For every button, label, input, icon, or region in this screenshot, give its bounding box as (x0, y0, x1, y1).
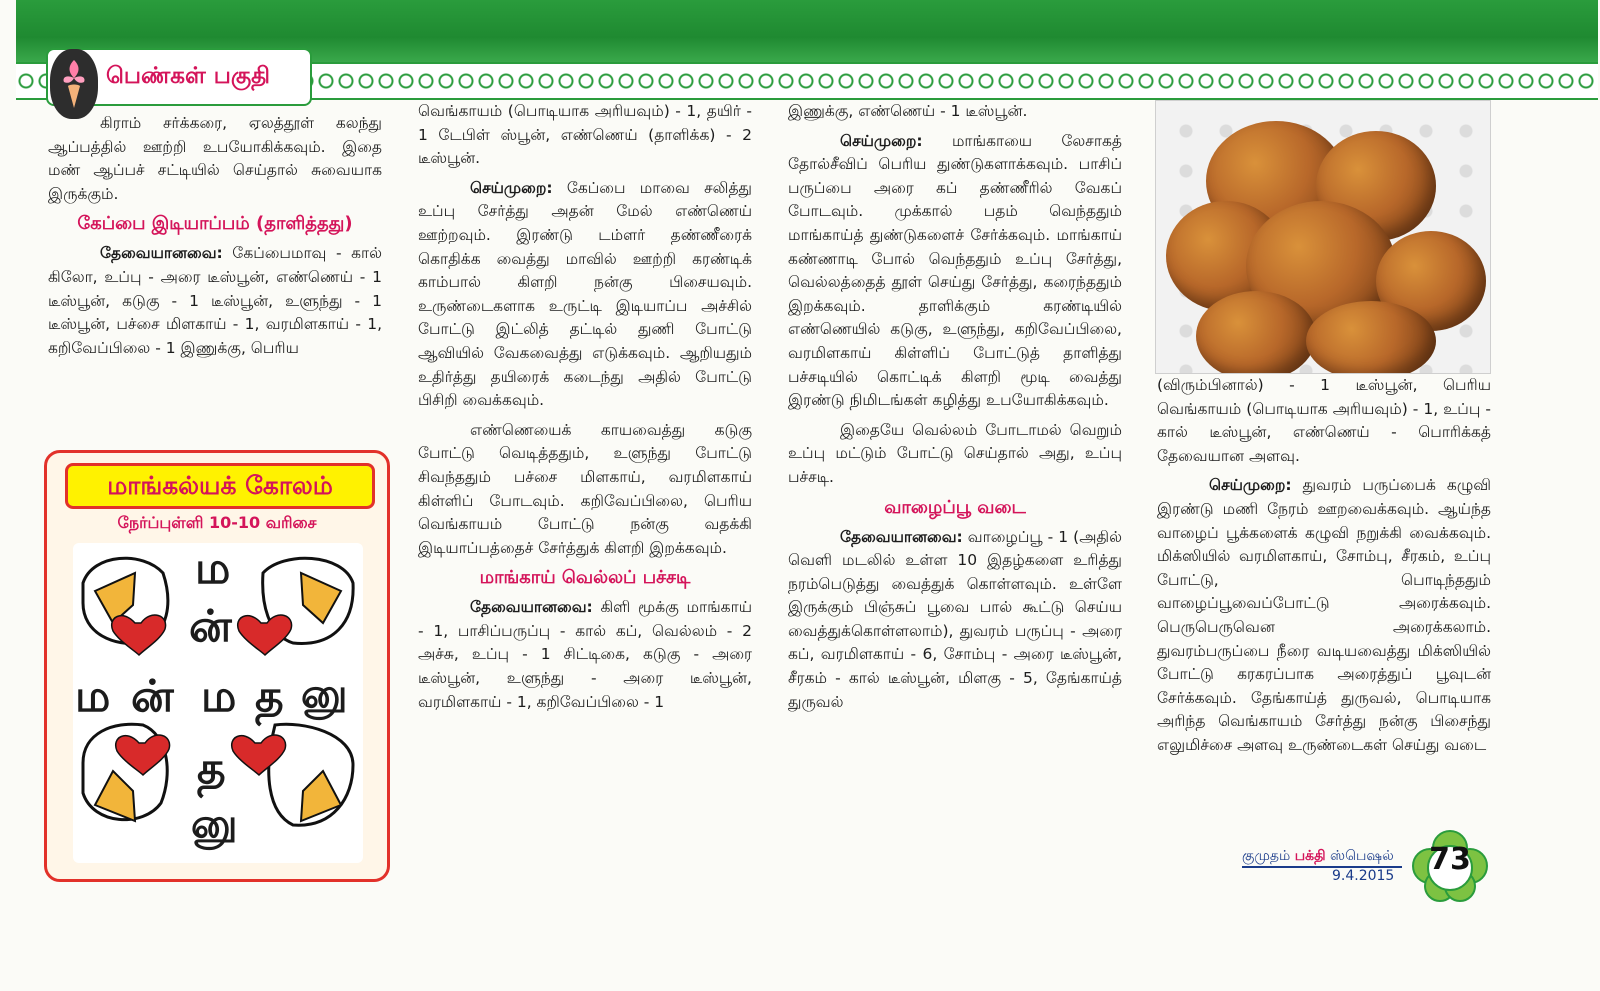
ingredients-paragraph (48, 242, 382, 360)
method-paragraph (418, 177, 752, 413)
method-label: செய்முறை: (1209, 476, 1292, 495)
column-4 (1157, 374, 1491, 764)
ingredients-paragraph (418, 596, 752, 714)
kolam-letter: ம (195, 543, 231, 594)
column-2 (418, 100, 752, 720)
method-text: மாங்காயை லேசாகத் தோல்சீவிப் பெரிய துண்டுகளாக்கவும். பாசிப் பருப்பை அரை கப் தண்ணீரில் வேகப் போடவும். முக்கால் பதம் வெந்ததும் மாங்காய்த் துண்டுகளைச் சேர்க்கவும். மாங்காய் கண்ணாடி போல் வெந்ததும் உப்பு சேர்த்து, வெல்லத்தைத் தூள் செய்து சேர்த்து, கரைந்ததும் இறக்கவும். தாளிக்கும் கரண்டியில் எண்ணெயில் கடுகு, உளுந்து, கறிவேப்பிலை, வரமிளகாய் கிள்ளிப் போட்டுத் தாளித்து பச்சடியில் கொட்டிக் கிளறி மூடி வைத்து இரண்டு நிமிடங்கள் கழித்து உபயோகிக்கவும். (788, 131, 1122, 410)
ingredients-text: வாழைப்பூ - 1 (அதில் வெளி மடலில் உள்ள 10 இதழ்களை உரித்து நரம்பெடுத்து வைத்துக் கொள்ளவும். உள்ளே இருக்கும் பிஞ்சுப் பூவை பால் கூட்டு செய்ய வைத்துக்கொள்ளலாம்), துவரம் பருப்பு - அரை கப், வரமிளகாய் - 6, சோம்பு - அரை டீஸ்பூன், சீரகம் - கால் டீஸ்பூன், மிளகு - 5, தேங்காய்த் துருவல் (788, 527, 1122, 711)
kolam-drawing (73, 543, 363, 863)
paragraph: வெங்காயம் (பொடியாக அரியவும்) - 1, தயிர் - 1 டேபிள் ஸ்பூன், எண்ணெய் (தாளிக்க) - 2 டீஸ்பூன். (418, 102, 752, 168)
vadai-image (1196, 291, 1316, 374)
method-label: செய்முறை: (470, 178, 553, 197)
kolam-letter: ன் (189, 601, 232, 652)
kolam-letter: ம (75, 671, 111, 722)
kolam-letter: த (255, 671, 284, 722)
paragraph: இணுக்கு, எண்ணெய் - 1 டீஸ்பூன். (788, 102, 1028, 120)
method-text: கேப்பை மாவை சலித்து உப்பு சேர்த்து அதன் மேல் எண்ணெய் ஊற்றவும். இரண்டு டம்ளர் தண்ணீரைக் கொதிக்க வைத்து மாவில் ஊற்றி கரண்டிக் காம்பால் கிளறி நன்கு பிசையவும். உருண்டைகளாக உருட்டி இடியாப்ப அச்சில் போட்டு இட்லித் தட்டில் துணி போட்டு ஆவியில் வேகவைத்து எடுக்கவும். ஆறியதும் உதிர்த்து தயிரைக் கடைந்து அதில் போட்டு பிசிறி வைக்கவும். (418, 178, 752, 410)
kolam-letter: ம (201, 671, 237, 722)
ingredients-label: தேவையானவை: (470, 598, 593, 617)
method-paragraph (1157, 474, 1491, 757)
section-badge (46, 48, 312, 106)
brand-bold: பக்தி (1294, 848, 1326, 864)
ingredients-paragraph (788, 526, 1122, 715)
brand-prefix: குமுதம் (1242, 848, 1295, 864)
ingredients-label: தேவையானவை: (840, 527, 963, 546)
recipe-heading-mango-pachadi: மாங்காய் வெல்லப் பச்சடி (479, 567, 691, 589)
vadai-image (1306, 301, 1436, 374)
ingredients-text: கிளி மூக்கு மாங்காய் - 1, பாசிப்பருப்பு - கால் கப், வெல்லம் - 2 அச்சு, உப்பு - 1 சிட்டிகை, கடுகு - அரை டீஸ்பூன், உளுந்து - அரை டீஸ்பூன், வரமிளகாய் - 1, கறிவேப்பிலை - 1 (418, 598, 752, 711)
kolam-letter: த (197, 743, 226, 794)
brand-suffix: ஸ்பெஷல் (1325, 848, 1394, 864)
kolam-letter: னு (301, 671, 348, 717)
recipe-heading-vazhaipoo-vadai: வாழைப்பூ வடை (884, 496, 1026, 518)
method-paragraph (788, 130, 1122, 413)
section-label: பெண்கள் பகுதி (106, 62, 271, 89)
paragraph: எண்ணெயைக் காயவைத்து கடுகு போட்டு வெடித்ததும், உளுந்து போட்டு சிவந்ததும் பச்சை மிளகாய், வரமிளகாய் கிள்ளிப் போடவும். கறிவேப்பிலை, பெரிய வெங்காயம் போட்டு நன்கு வதக்கி இடியாப்பத்தைச் சேர்த்துக் கிளறி இறக்கவும். (418, 420, 752, 557)
column-3 (788, 100, 1122, 720)
kolam-box (44, 450, 390, 882)
ingredients-label: தேவையானவை: (100, 244, 223, 263)
kolam-title: மாங்கல்யக் கோலம் (65, 463, 375, 509)
footer-brand (1242, 848, 1394, 866)
kolam-letter: னு (191, 801, 238, 847)
method-label: செய்முறை: (840, 131, 923, 150)
vadai-photo (1155, 100, 1491, 374)
column-1 (48, 112, 382, 366)
paragraph: இதையே வெல்லம் போடாமல் வெறும் உப்பு மட்டும் போட்டு செய்தால் அது, உப்பு பச்சடி. (788, 420, 1122, 486)
page-number: 73 (1429, 842, 1471, 877)
kolam-letter: ன் (131, 671, 174, 722)
paragraph: கிராம் சர்க்கரை, ஏலத்தூள் கலந்து ஆப்பத்தில் ஊற்றி உபயோகிக்கவும். இதை மண் ஆப்பச் சட்டியில் செய்தால் சுவையாக இருக்கும். (48, 114, 382, 203)
ingredients-text: கேப்பைமாவு - கால் கிலோ, உப்பு - அரை டீஸ்பூன், எண்ணெய் - 1 டீஸ்பூன், கடுகு - 1 டீஸ்பூன், உளுந்து - 1 டீஸ்பூன், பச்சை மிளகாய் - 1, வரமிளகாய் - 1, கறிவேப்பிலை - 1 இணுக்கு, பெரிய (48, 244, 382, 357)
lotus-praying-hands-icon (50, 49, 98, 119)
paragraph: (விரும்பினால்) - 1 டீஸ்பூன், பெரிய வெங்காயம் (பொடியாக அரியவும்) - 1, உப்பு - கால் டீஸ்பூன், எண்ணெய் - பொரிக்கத் தேவையான அளவு. (1157, 376, 1491, 465)
kolam-subtitle: நேர்ப்புள்ளி 10-10 வரிசை (117, 513, 317, 532)
issue-date: 9.4.2015 (1332, 868, 1395, 884)
method-text: துவரம் பருப்பைக் கழுவி இரண்டு மணி நேரம் ஊறவைக்கவும். ஆய்ந்த வாழைப் பூக்களைக் கழுவி நறுக்கி வைக்கவும். மிக்ஸியில் வரமிளகாய், சோம்பு, சீரகம், உப்பு போட்டு, பொடிந்ததும் வாழைப்பூவைப்போட்டு அரைக்கவும். பெருபெருவென அரைக்கலாம். துவரம்பருப்பை நீரை வடியவைத்து மிக்ஸியில் போட்டு கரகரப்பாக அரைத்துப் பூவுடன் சேர்க்கவும். தேங்காய்த் துருவல், பொடியாக அரிந்த வெங்காயம் சேர்த்து நன்கு பிசைந்து எலுமிச்சை அளவு உருண்டைகள் செய்து வடை (1157, 476, 1491, 754)
recipe-heading-kezhvaragu-idiyappam: கேப்பை இடியாப்பம் (தாளித்தது) (77, 213, 353, 235)
